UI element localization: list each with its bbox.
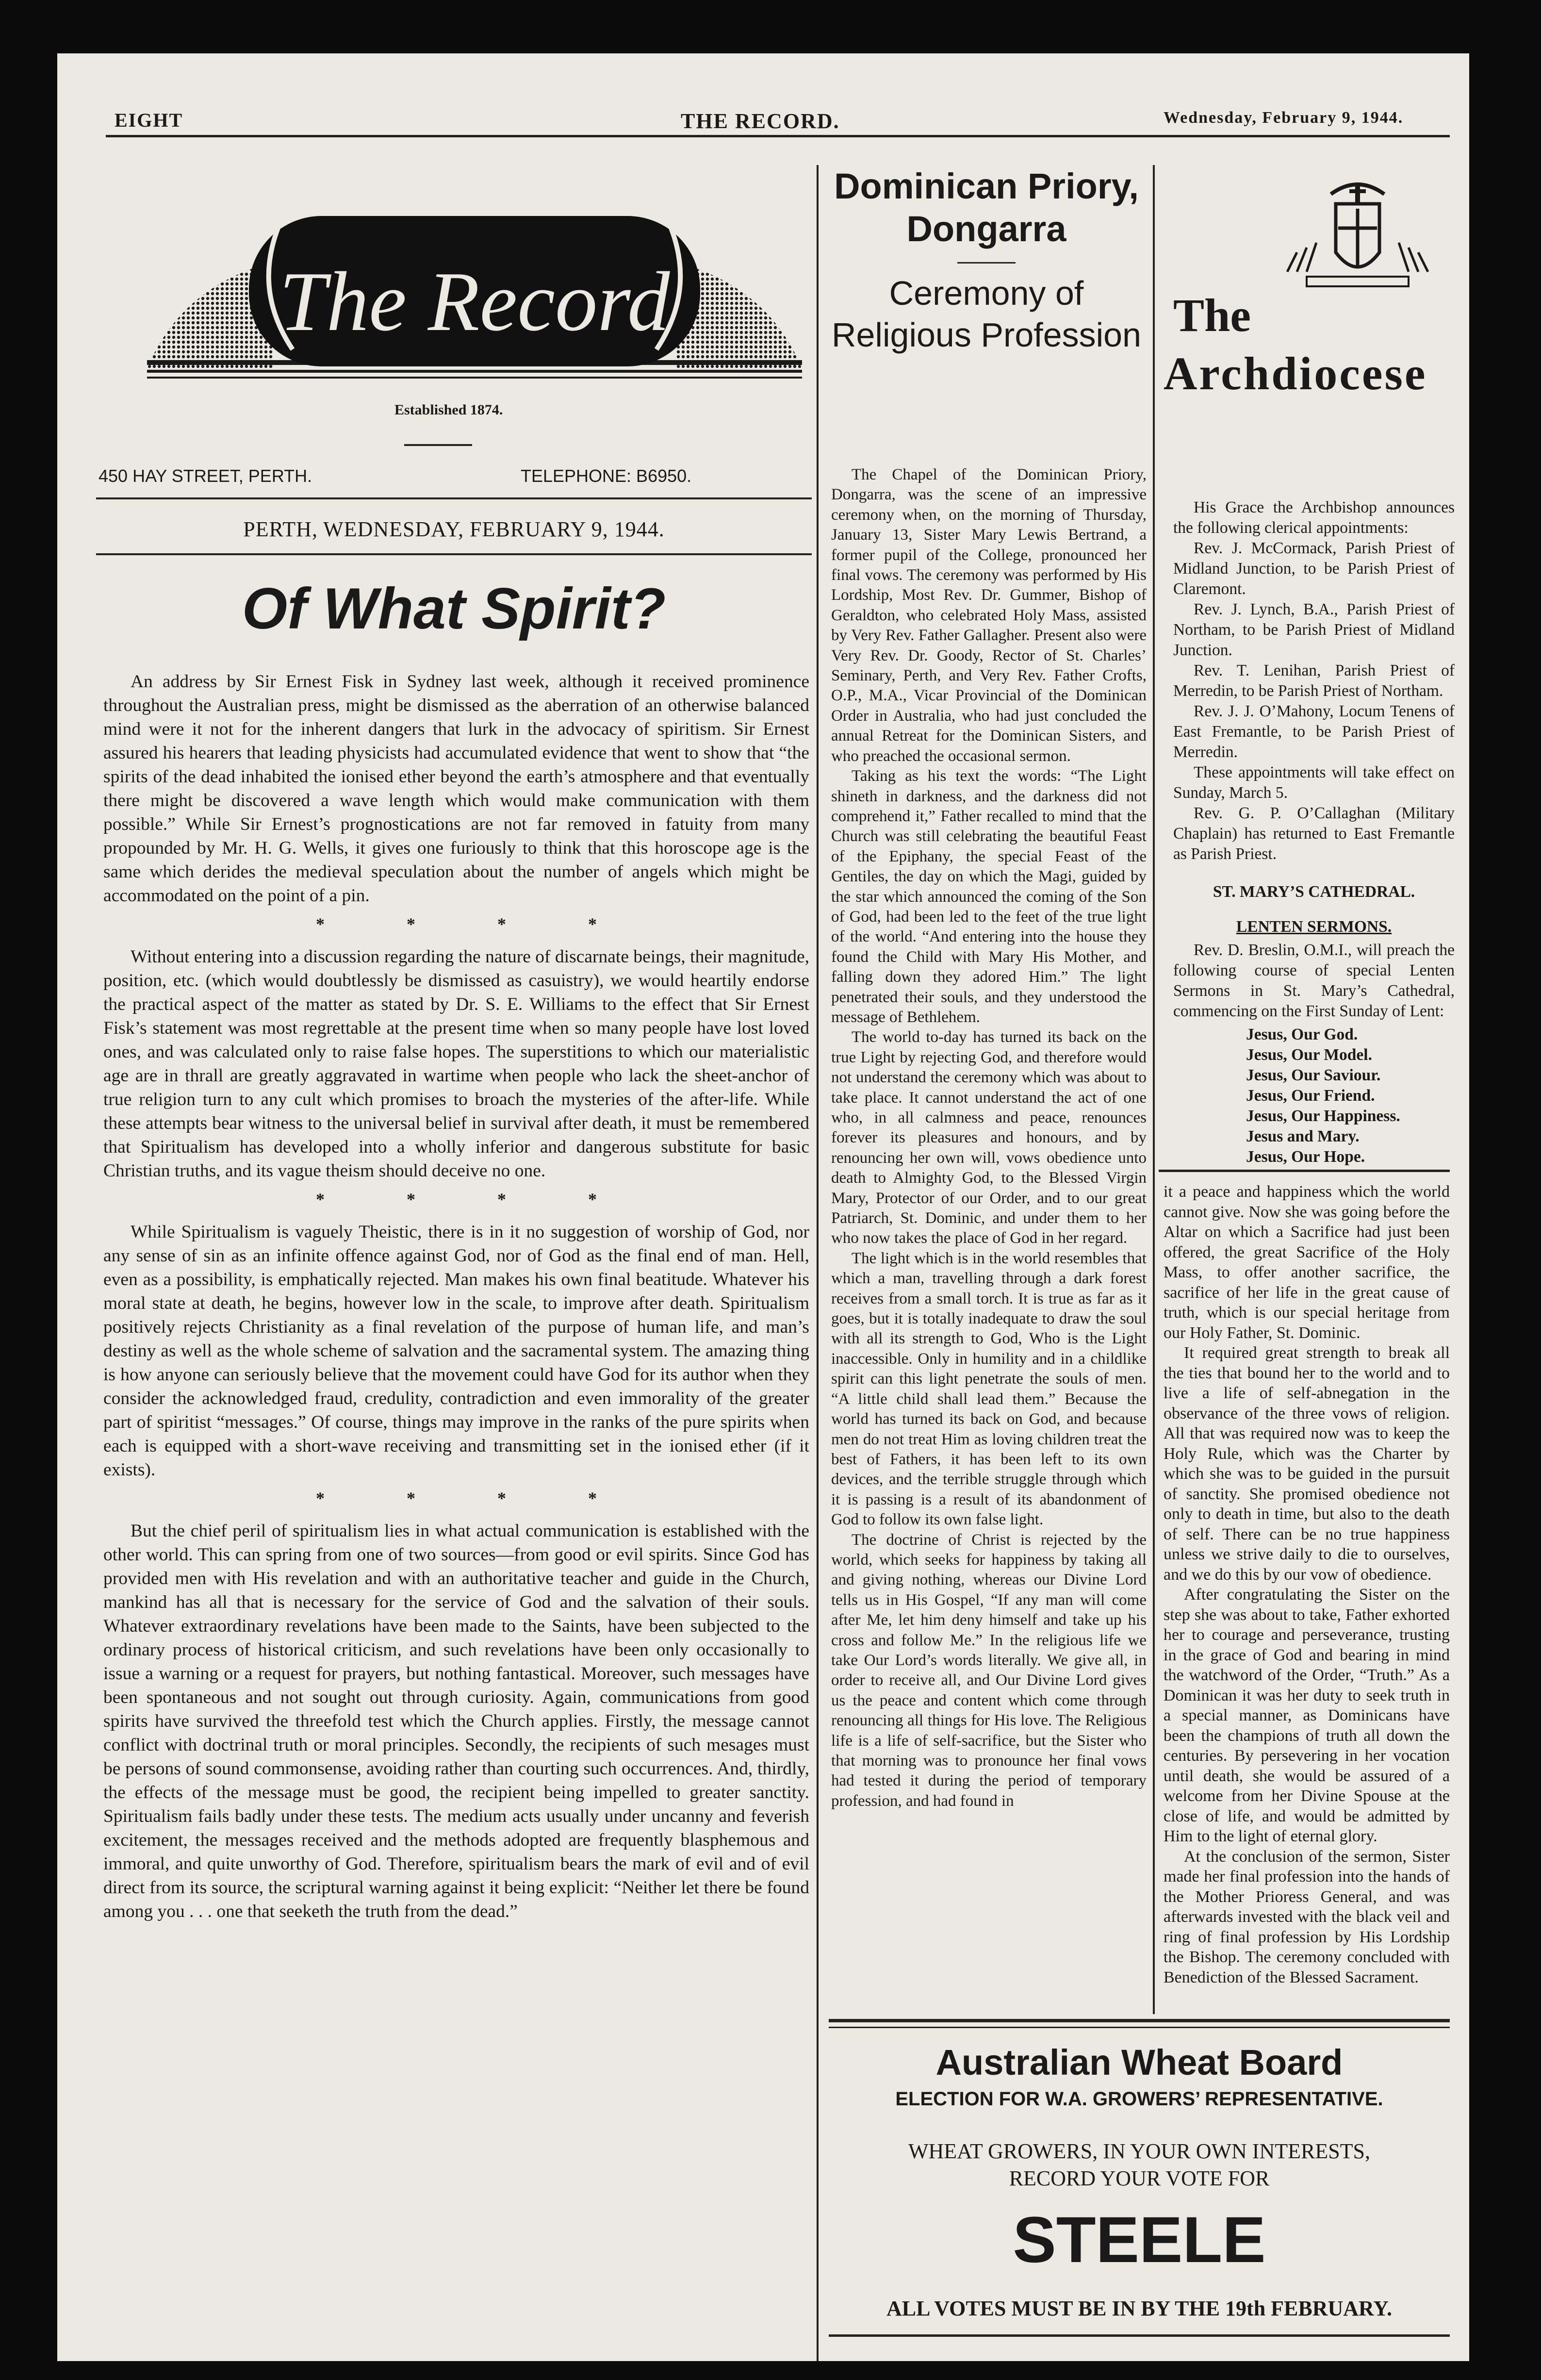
priory-paragraph: The doctrine of Christ is rejected by the world, which seeks for happiness by taking all and giving nothing, whereas our Divine Lord tells us in His Gospel, “If any man will come after Me, let him deny himself and take up his cross and follow Me.” In the religious life we take Our Lord’s words literally. We give all, in order to receive all, and Our Divine Lord gives us the peace and content which come through renouncing all things for His love. The Religious life is a life of self-sacrifice, but the Sister who that morning was to pronounce her final vows had tested it during the period of temporary profession, and had found in — [831, 1531, 1147, 1810]
editorial-paragraph: While Spiritualism is vaguely Theistic, there is in it no suggestion of worship of God, nor any sense of sin as an infinite offence against God, nor of God as the final end of man. Hell, even as a possibility, is emphatically rejected. Man makes his own final beatitude. Whatever his moral state at death, he begins, however low in the scale, to improve after death. Spiritualism positively rejects Christianity as a final revelation of the purpose of human life, and man’s destiny as well as the whole scheme of salvation and the sacramental system. The amazing thing is how anyone can seriously believe that the movement could have God for its author when they consider the acknowledged fraud, credulity, contradiction and even immorality of the greater part of spiritist “messages.” Of course, things may improve in the ranks of the pure spirits when each is equipped with a short-wave receiving and transmitting set in the ionised ether (if it exists). — [103, 1222, 809, 1480]
telephone: TELEPHONE: B6950. — [521, 466, 692, 486]
cathedral-heading: ST. MARY’S CATHEDRAL. — [1213, 883, 1415, 901]
priory-paragraph: At the conclusion of the sermon, Sister made her final profession into the hands of the Mother Prioress General, and was afterwards invested with the black veil and ring of final profession by His Lordship the Bishop. The ceremony concluded with Benediction of the Blessed Sacrament. — [1164, 1847, 1450, 1986]
archdiocese-title-the: The — [1173, 289, 1251, 341]
masthead — [147, 170, 802, 418]
dateline: PERTH, WEDNESDAY, FEBRUARY 9, 1944. — [243, 517, 665, 541]
priory-paragraph: it a peace and happiness which the world cannot give. Now she was going before the Altar on which a Sacrifice had just been offered, the great Sacrifice of the Holy Mass, to offer another sacrifice, the sacrifice of her life in the great cause of truth, which is our special heritage from our Holy Father, St. Dominic. — [1164, 1183, 1450, 1342]
editorial-paragraph: An address by Sir Ernest Fisk in Sydney last week, although it received prominence throughout the Australian press, might be dismissed as the aberration of an otherwise balanced mind were it not for the inherent dangers that lurk in the advocacy of spiritism. Sir Ernest assured his hearers that leading physicists had accumulated evidence that went to show that “the spirits of the dead inhabited the ionised ether beyond the earth’s atmosphere and that eventually there might be discovered a wave length which would make communication with them possible.” While Sir Ernest’s prognostications are not far removed in fatuity from many propounded by Mr. H. G. Wells, it gives one furiously to think that this horoscope age is the same which derides the medieval speculation about the number of angels which might be accommodated on the point of a pin. — [103, 672, 809, 906]
record-logo — [147, 170, 802, 398]
column-rule — [817, 165, 819, 2361]
priory-paragraph: The light which is in the world resembles that which a man, travelling through a dark forest receives from a small torch. It is true as far as it goes, but it is totally inadequate to draw the soul with all its strength to God, Who is the Light inaccessible. Only in humility and in a childlike spirit can this light penetrate the souls of men. “A little child shall lead them.” Because the world has turned its back on God, and because men do not treat Him as loving children treat the best of Fathers, it has been left to its own devices, and the terrible struggle through which it is passing is a result of its abandonment of God to follow its own false light. — [831, 1249, 1147, 1529]
advert-title: Australian Wheat Board — [935, 2042, 1343, 2082]
archdiocese-title: Archdiocese — [1164, 347, 1427, 399]
coat-of-arms — [1278, 175, 1438, 291]
archdiocese-paragraph: Rev. J. J. O’Mahony, Locum Tenens of East Fremantle, to be Parish Priest of Merredin. — [1173, 702, 1455, 761]
dateline-rule-top — [96, 497, 812, 499]
archdiocese-end-rule — [1159, 1170, 1450, 1172]
priory-subtitle-2: Religious Profession — [831, 316, 1142, 354]
sermon-item: Jesus, Our Model. — [1246, 1046, 1372, 1064]
editorial-paragraph: Without entering into a discussion regarding the nature of discarnate beings, their magnitude, position, etc. (which would doubtlessly be dismissed as casuistry), we would heartily endorse the practical aspect of the matter as stated by Dr. S. E. Williams to the effect that Sir Ernest Fisk’s statement was most regrettable at the present time when so many people have lost loved ones, and was calculated only to raise false hopes. The superstitions to which our materialistic age are in thrall are greatly aggravated in wartime when people who lack the sheet-anchor of true religion turn to any cult which promises to broach the mysteries of the after-life. While these attempts bear witness to the universal belief in survival after death, it must be remembered that Spiritualism has developed into a wholly inferior and dangerous substitute for basic Christian truths, and its vague theism should deceive no one. — [103, 947, 809, 1181]
established-line: Established 1874. — [394, 402, 503, 418]
address: 450 HAY STREET, PERTH. — [98, 466, 312, 486]
editorial-body — [103, 670, 809, 1923]
sermon-item: Jesus, Our Saviour. — [1246, 1066, 1381, 1084]
advert-border-top-thin — [829, 2027, 1450, 2028]
priory-title: Dominican Priory, — [834, 166, 1139, 206]
priory-paragraph: After congratulating the Sister on the step she was about to take, Father exhorted her to courage and perseverance, trusting in the grace of God and bearing in mind the watchword of the Order, “Truth.” As a Dominican it was her duty to seek truth in a special manner, as Dominicans have been the champions of truth all down the centuries. By persevering in her vocation until death, she would be assured of a welcome from her Divine Spouse at the close of life, and would be admitted by Him to the light of eternal glory. — [1164, 1586, 1450, 1845]
priory-title-place: Dongarra — [906, 209, 1066, 249]
priory-body — [831, 465, 1147, 1811]
priory-subtitle: Ceremony of — [889, 274, 1084, 312]
advert-line-2: RECORD YOUR VOTE FOR — [1009, 2166, 1270, 2190]
sermon-list — [1173, 1025, 1455, 1167]
sermon-item: Jesus and Mary. — [1246, 1127, 1360, 1145]
archdiocese-paragraph: Rev. J. McCormack, Parish Priest of Midland Junction, to be Parish Priest of Claremont. — [1173, 539, 1455, 598]
advert-election: ELECTION FOR W.A. GROWERS’ REPRESENTATIVE. — [895, 2088, 1383, 2110]
lenten-heading: LENTEN SERMONS. — [1236, 918, 1392, 936]
running-title: THE RECORD. — [681, 109, 840, 133]
archdiocese-paragraph: Rev. G. P. O’Callaghan (Military Chaplain) has returned to East Fremantle as Parish Priest. — [1173, 804, 1455, 863]
archdiocese-heading — [1164, 286, 1464, 403]
section-divider: * * * * — [316, 1190, 597, 1209]
editorial-paragraph: But the chief peril of spiritualism lies in what actual communication is established with the other world. This can spring from one of two sources—from good or evil spirits. Since God has provided men with His revelation and with an authoritative teacher and guide in the Church, mankind has all that is necessary for the service of God and the salvation of their souls. Whatever extraordinary revelations have been made to the Saints, have been subjected to the ordinary process of historical criticism, and such revelations have been only occasionally to issue a warning or a request for prayers, but nothing fantastical. Moreover, such messages have been spontaneous and not sought out through curiosity. Again, communications from good spirits have survived the threefold test which the Church applies. Firstly, the message cannot conflict with doctrinal truth or moral principles. Secondly, the recipients of such mesages must be persons of sound commonsense, avoiding rather than courting such occurrences. And, thirdly, the effects of the message must be good, the recipient being impelled to greater sanctity. Spiritualism fails badly under these tests. The medium acts usually under uncanny and feverish excitement, the messages received and the methods adopted are frequently blasphemous and immoral, and quite unworthy of God. Therefore, spiritualism bears the mark of evil and of evil direct from its source, the scriptural warning against it being explicit: “Neither let there be found among you . . . one that seeketh the truth from the dead.” — [103, 1521, 809, 1921]
dateline-rule-bottom — [96, 553, 812, 555]
header-rule — [106, 135, 1450, 137]
editorial-title: Of What Spirit? — [242, 576, 666, 641]
coat-of-arms-icon — [1278, 175, 1438, 291]
advert-border-top — [829, 2019, 1450, 2022]
priory-paragraph: Taking as his text the words: “The Light shineth in darkness, and the darkness did not comprehend it,” Father recalled to mind that the Church was still celebrating the beautiful Feast of the Epiphany, the special Feast of the Gentiles, the day on which the Magi, guided by the star which announced the coming of the Son of God, had been led to the feet of the true light of the world. “And entering into the house they found the Child with Mary His Mother, and falling down they adored Him.” The light penetrated their souls, and they understood the message of Bethlehem. — [831, 767, 1147, 1026]
title-rule — [957, 262, 1016, 264]
newspaper-page — [57, 53, 1469, 2361]
advert-footer: ALL VOTES MUST BE IN BY THE 19th FEBRUARY. — [886, 2297, 1393, 2320]
wheat-board-advert — [829, 2041, 1450, 2322]
priory-paragraph: It required great strength to break all the ties that bound her to the world and to live a life of self-abnegation in the observance of the three vows of religion. All that was required now was to keep the Holy Rule, which was the Charter by which she was to be guided in the pursuit of sanctity. She promised obedience not only to death in time, but also to the death of self. There can be no true happiness unless we strive daily to die to ourselves, and we do this by our vow of obedience. — [1164, 1344, 1450, 1584]
candidate-name: STEELE — [1013, 2204, 1266, 2276]
issue-date: Wednesday, February 9, 1944. — [1164, 109, 1404, 127]
archdiocese-paragraph: His Grace the Archbishop announces the following clerical appointments: — [1173, 498, 1455, 537]
priory-continued — [1164, 1182, 1450, 1987]
priory-paragraph: The world to-day has turned its back on the true Light by rejecting God, and therefore would not understand the ceremony which was about to take place. It cannot understand the act of one who, in all calmness and peace, renounces forever its pleasures and honours, and by renouncing her own will, vows obedience unto death to Almighty God, to the Blessed Virgin Mary, Protector of our Order, and to our great Patriarch, St. Dominic, and under them to her who now takes the place of God in her regard. — [831, 1028, 1147, 1247]
page-number: EIGHT — [115, 109, 183, 131]
section-divider: * * * * — [316, 914, 597, 934]
masthead-short-rule — [404, 444, 472, 446]
archdiocese-paragraph: Rev. T. Lenihan, Parish Priest of Merredin, to be Parish Priest of Northam. — [1173, 661, 1455, 700]
priory-paragraph: The Chapel of the Dominican Priory, Dongarra, was the scene of an impressive ceremony when, on the morning of Thursday, January 13, Sister Mary Lewis Bertrand, a former pupil of the College, pronounced her final vows. The ceremony was performed by His Lordship, Most Rev. Dr. Gummer, Bishop of Geraldton, who celebrated Holy Mass, assisted by Very Rev. Father Gallagher. Present also were Very Rev. Dr. Goody, Rector of St. Charles’ Seminary, Perth, and Very Rev. Father Crofts, O.P., M.A., Vicar Provincial of the Dominican Order in Australia, who had just concluded the annual Retreat for the Dominican Sisters, and who preached the occasional sermon. — [831, 466, 1147, 765]
sermon-item: Jesus, Our God. — [1246, 1025, 1358, 1043]
archdiocese-paragraph: Rev. J. Lynch, B.A., Parish Priest of Northam, to be Parish Priest of Midland Junction. — [1173, 600, 1455, 659]
sermon-item: Jesus, Our Hope. — [1246, 1148, 1365, 1166]
sermon-item: Jesus, Our Friend. — [1246, 1087, 1375, 1105]
section-divider: * * * * — [316, 1488, 597, 1508]
sermon-item: Jesus, Our Happiness. — [1246, 1107, 1400, 1125]
logo-text: The Record — [279, 254, 670, 348]
priory-heading — [824, 165, 1149, 356]
archdiocese-paragraph: These appointments will take effect on Sunday, March 5. — [1173, 763, 1455, 802]
archdiocese-body — [1173, 497, 1455, 1167]
advert-line: WHEAT GROWERS, IN YOUR OWN INTERESTS, — [908, 2139, 1371, 2163]
archdiocese-paragraph: Rev. D. Breslin, O.M.I., will preach the following course of special Lenten Sermons in St. Mary’s Cathedral, commencing on the First Sunday of Lent: — [1173, 941, 1455, 1020]
advert-border-bottom — [829, 2334, 1450, 2337]
column-rule — [1153, 165, 1155, 2014]
